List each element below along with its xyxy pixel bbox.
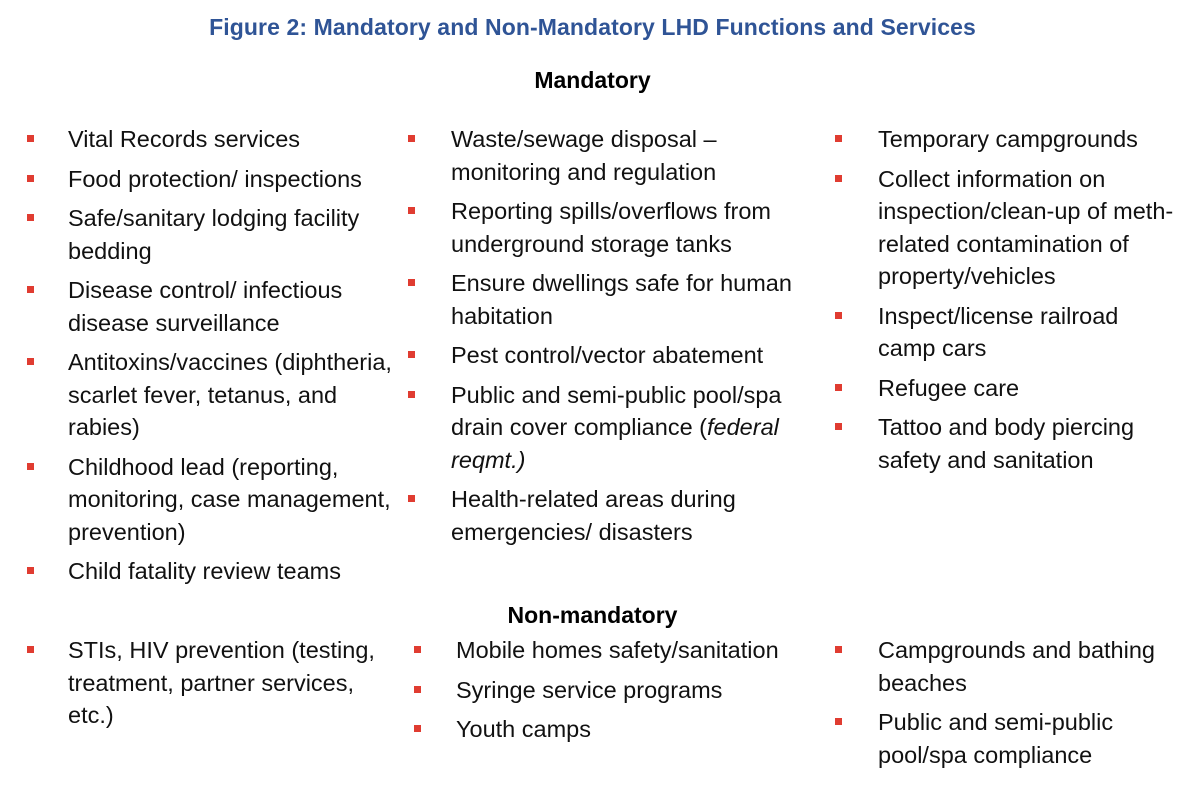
list-item: Pest control/vector abatement: [451, 339, 796, 372]
bullet-icon: [27, 135, 34, 142]
list-item: Ensure dwellings safe for human habitation: [451, 267, 796, 332]
list-item: Safe/sanitary lodging facility bedding: [68, 202, 398, 267]
list-item: Collect information on inspection/clean-up of meth-related contamination of property/vehicles: [878, 163, 1178, 293]
bullet-icon: [414, 646, 421, 653]
bullet-icon: [27, 286, 34, 293]
list-item: Public and semi-public pool/spa compliance: [878, 706, 1178, 771]
non-mandatory-column-2: [456, 634, 801, 753]
list-item: Food protection/ inspections: [68, 163, 398, 196]
bullet-icon: [835, 423, 842, 430]
bullet-icon: [27, 646, 34, 653]
mandatory-column-3: [878, 123, 1178, 483]
bullet-icon: [408, 207, 415, 214]
bullet-icon: [27, 214, 34, 221]
bullet-icon: [835, 384, 842, 391]
bullet-icon: [408, 391, 415, 398]
bullet-icon: [835, 718, 842, 725]
bullet-icon: [408, 351, 415, 358]
bullet-icon: [408, 135, 415, 142]
mandatory-column-1: [68, 123, 398, 595]
non-mandatory-column-3: [878, 634, 1178, 778]
bullet-icon: [835, 135, 842, 142]
list-item: Reporting spills/overflows from underground storage tanks: [451, 195, 796, 260]
mandatory-heading: Mandatory: [534, 67, 651, 93]
list-item: STIs, HIV prevention (testing, treatment, partner services, etc.): [68, 634, 398, 732]
list-item: Tattoo and body piercing safety and sanitation: [878, 411, 1178, 476]
list-item: Disease control/ infectious disease surveillance: [68, 274, 398, 339]
bullet-icon: [835, 312, 842, 319]
bullet-icon: [835, 175, 842, 182]
mandatory-column-2: [451, 123, 796, 555]
list-item: Syringe service programs: [456, 674, 801, 707]
list-item: Antitoxins/vaccines (diphtheria, scarlet fever, tetanus, and rabies): [68, 346, 398, 444]
list-item: Vital Records services: [68, 123, 398, 156]
list-item: Health-related areas during emergencies/ disasters: [451, 483, 796, 548]
bullet-icon: [835, 646, 842, 653]
bullet-icon: [408, 495, 415, 502]
list-item: Mobile homes safety/sanitation: [456, 634, 801, 667]
bullet-icon: [27, 358, 34, 365]
bullet-icon: [414, 725, 421, 732]
list-item: Public and semi-public pool/spa drain cover compliance (federal reqmt.): [451, 379, 796, 477]
bullet-icon: [27, 463, 34, 470]
list-item: Child fatality review teams: [68, 555, 398, 588]
list-item: Campgrounds and bathing beaches: [878, 634, 1178, 699]
list-item: Childhood lead (reporting, monitoring, case management, prevention): [68, 451, 398, 549]
non-mandatory-column-1: [68, 634, 398, 739]
bullet-icon: [27, 175, 34, 182]
figure-title: Figure 2: Mandatory and Non-Mandatory LHD Functions and Services: [209, 14, 976, 40]
list-item: Temporary campgrounds: [878, 123, 1178, 156]
non-mandatory-heading: Non-mandatory: [507, 602, 678, 628]
list-item: Waste/sewage disposal – monitoring and regulation: [451, 123, 796, 188]
bullet-icon: [414, 686, 421, 693]
list-item: Inspect/license railroad camp cars: [878, 300, 1178, 365]
bullet-icon: [408, 279, 415, 286]
list-item: Refugee care: [878, 372, 1178, 405]
bullet-icon: [27, 567, 34, 574]
list-item: Youth camps: [456, 713, 801, 746]
